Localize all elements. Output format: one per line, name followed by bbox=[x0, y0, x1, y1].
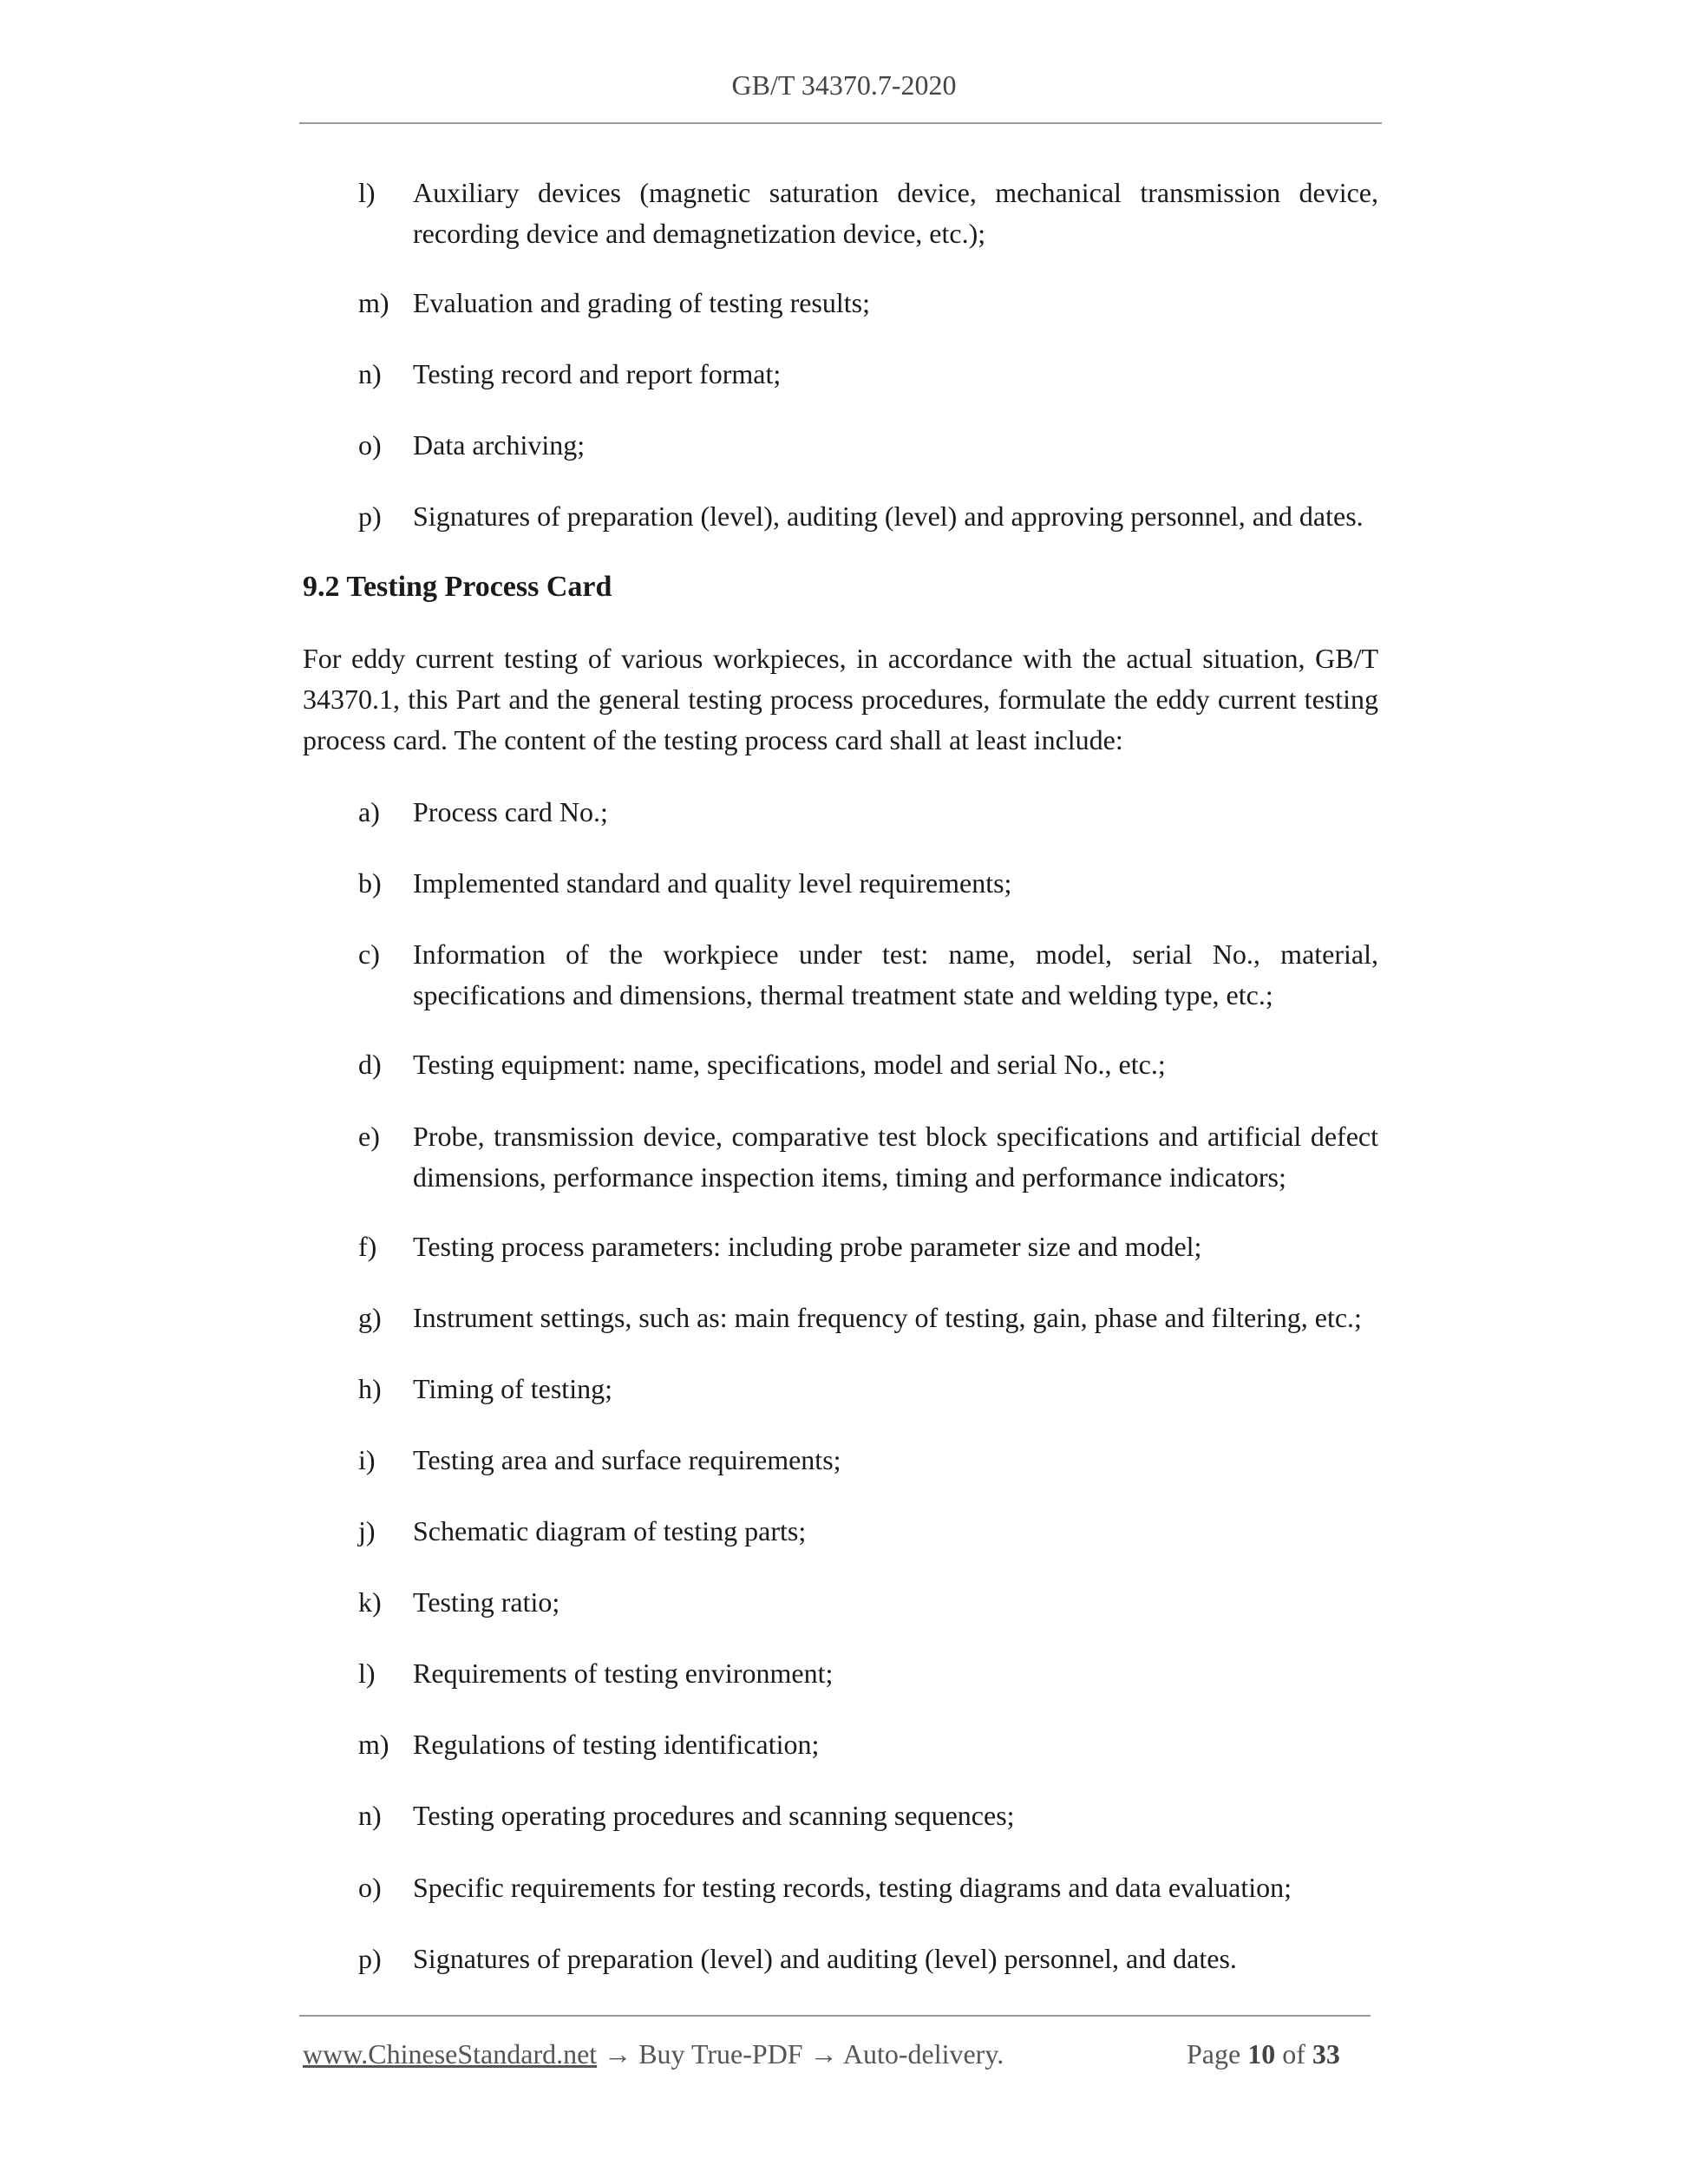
of-label: of bbox=[1282, 2038, 1305, 2070]
list-item bbox=[358, 1582, 1378, 1623]
list-item-text: Requirements of testing environment; bbox=[413, 1658, 834, 1689]
arrow-right-icon: → bbox=[604, 2038, 632, 2070]
website-link[interactable]: www.ChineseStandard.net bbox=[303, 2038, 598, 2070]
list-item-text: Schematic diagram of testing parts; bbox=[413, 1515, 807, 1546]
list-marker: k) bbox=[358, 1586, 382, 1618]
list-item-text: Testing ratio; bbox=[413, 1586, 560, 1618]
list-marker: d) bbox=[358, 1049, 382, 1080]
list-item bbox=[358, 496, 1378, 537]
list-item bbox=[358, 283, 1378, 324]
list-item bbox=[358, 1867, 1378, 1908]
list-marker: m) bbox=[358, 1729, 389, 1760]
list-item-text: Information of the workpiece under test: name, model, serial No., material, specifications and dimensions, thermal treatment state and welding type, etc.; bbox=[413, 938, 1378, 1010]
list-item bbox=[358, 1440, 1378, 1481]
list-item-text: Testing process parameters: including probe parameter size and model; bbox=[413, 1231, 1202, 1262]
list-marker: o) bbox=[358, 1872, 382, 1903]
list-item bbox=[358, 1116, 1378, 1198]
list-item-text: Implemented standard and quality level requirements; bbox=[413, 867, 1012, 899]
list-marker: g) bbox=[358, 1302, 382, 1333]
list-marker: n) bbox=[358, 1800, 382, 1831]
list-item bbox=[358, 1795, 1378, 1836]
list-marker: b) bbox=[358, 867, 382, 899]
section-intro-paragraph: For eddy current testing of various workpieces, in accordance with the actual situation, GB/T 34370.1, this Part and the general testing process procedures, formulate the eddy current testing process card. The content of the testing process card shall at least include: bbox=[303, 643, 1378, 755]
page-label: Page bbox=[1187, 2038, 1241, 2070]
list-marker: n) bbox=[358, 358, 382, 389]
list-marker: o) bbox=[358, 429, 382, 461]
list-marker: l) bbox=[358, 1658, 376, 1689]
list-item bbox=[358, 1226, 1378, 1267]
list-item bbox=[358, 1724, 1378, 1765]
page-current-number: 10 bbox=[1247, 2038, 1276, 2070]
list-marker: i) bbox=[358, 1444, 376, 1475]
list-marker: h) bbox=[358, 1373, 382, 1404]
list-marker: l) bbox=[358, 177, 376, 208]
list-item-text: Regulations of testing identification; bbox=[413, 1729, 820, 1760]
list-item bbox=[358, 173, 1378, 254]
page-indicator bbox=[1187, 2036, 1340, 2072]
page-header-title: GB/T 34370.7-2020 bbox=[731, 69, 957, 101]
list-item bbox=[358, 1298, 1378, 1338]
list-item-text: Specific requirements for testing records, testing diagrams and data evaluation; bbox=[413, 1872, 1292, 1903]
list-marker: a) bbox=[358, 796, 380, 827]
list-marker: p) bbox=[358, 1943, 382, 1974]
list-item bbox=[358, 354, 1378, 395]
list-item-text: Data archiving; bbox=[413, 429, 586, 461]
list-marker: f) bbox=[358, 1231, 377, 1262]
header-divider bbox=[299, 122, 1382, 124]
list-item bbox=[358, 1511, 1378, 1552]
list-marker: p) bbox=[358, 500, 382, 532]
list-item-text: Auxiliary devices (magnetic saturation device, mechanical transmission device, recording device and demagnetization device, etc.); bbox=[413, 177, 1378, 249]
list-item-text: Signatures of preparation (level) and auditing (level) personnel, and dates. bbox=[413, 1943, 1237, 1974]
list-marker: c) bbox=[358, 938, 380, 970]
footer-promo bbox=[303, 2036, 1004, 2072]
list-item-text: Signatures of preparation (level), auditing (level) and approving personnel, and dates. bbox=[413, 500, 1364, 532]
list-item-text: Testing record and report format; bbox=[413, 358, 782, 389]
page-total-number: 33 bbox=[1312, 2038, 1340, 2070]
list-item-text: Instrument settings, such as: main frequency of testing, gain, phase and filtering, etc.; bbox=[413, 1302, 1362, 1333]
list-item-text: Timing of testing; bbox=[413, 1373, 612, 1404]
list-item bbox=[358, 1939, 1378, 1979]
section-heading: 9.2 Testing Process Card bbox=[303, 571, 612, 603]
list-item bbox=[358, 1369, 1378, 1409]
list-item bbox=[358, 863, 1378, 904]
buy-pdf-text: Buy True-PDF bbox=[638, 2038, 803, 2070]
list-item bbox=[358, 1653, 1378, 1694]
list-item-text: Testing operating procedures and scanning sequences; bbox=[413, 1800, 1015, 1831]
list-marker: e) bbox=[358, 1121, 380, 1152]
list-item bbox=[358, 425, 1378, 466]
list-item-text: Evaluation and grading of testing results; bbox=[413, 287, 870, 318]
list-marker: j) bbox=[358, 1515, 376, 1546]
footer-divider bbox=[299, 2015, 1371, 2017]
list-item-text: Process card No.; bbox=[413, 796, 608, 827]
auto-delivery-text: Auto-delivery. bbox=[842, 2038, 1004, 2070]
list-item bbox=[358, 792, 1378, 833]
list-item bbox=[358, 934, 1378, 1016]
arrow-right-icon: → bbox=[809, 2038, 838, 2070]
list-marker: m) bbox=[358, 287, 389, 318]
list-item-text: Testing area and surface requirements; bbox=[413, 1444, 841, 1475]
list-item-text: Probe, transmission device, comparative test block specifications and artificial defect dimensions, performance inspection items, timing and performance indicators; bbox=[413, 1121, 1378, 1193]
list-item bbox=[358, 1044, 1378, 1085]
list-item-text: Testing equipment: name, specifications, model and serial No., etc.; bbox=[413, 1049, 1166, 1080]
